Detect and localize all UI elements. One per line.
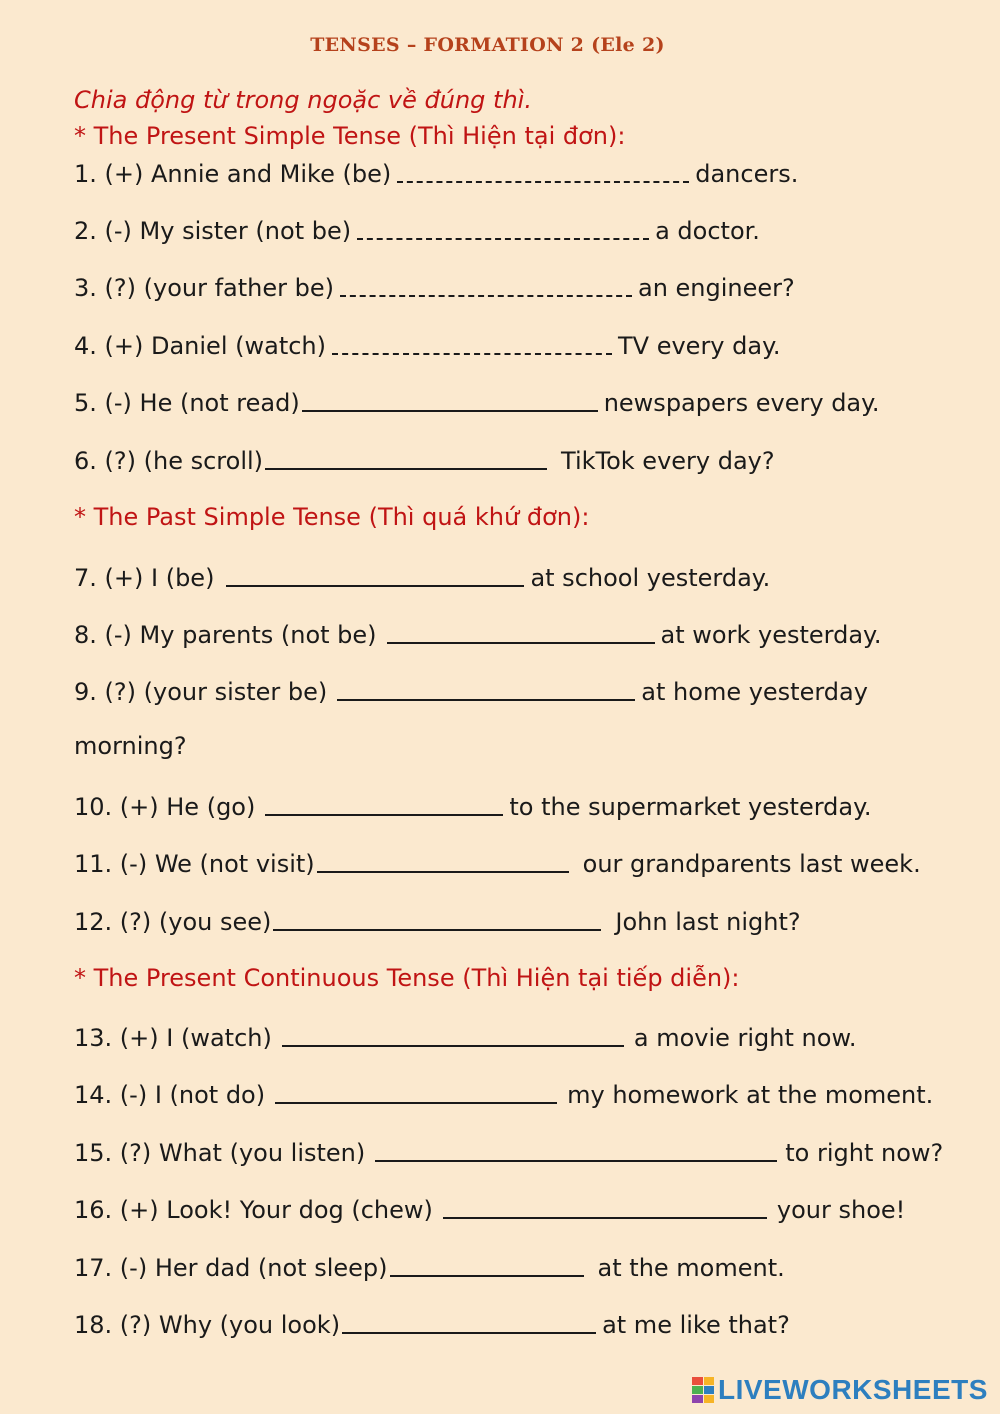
item-prompt: 13. (+) I (watch) bbox=[74, 1024, 272, 1052]
section-heading-present-simple: * The Present Simple Tense (Thì Hiện tại đơn): bbox=[74, 122, 626, 150]
item-tail: a movie right now. bbox=[633, 1024, 857, 1052]
exercise-item-7 bbox=[74, 558, 770, 592]
item-prompt: 11. (-) We (not visit) bbox=[74, 850, 315, 878]
item-tail: John last night? bbox=[615, 908, 801, 936]
exercise-item-9 bbox=[74, 672, 868, 706]
exercise-item-8 bbox=[74, 615, 881, 649]
answer-blank-9[interactable] bbox=[337, 698, 635, 701]
item-prompt: 15. (?) What (you listen) bbox=[74, 1139, 366, 1167]
logo-mark-icon bbox=[692, 1377, 714, 1403]
section-heading-present-continuous: * The Present Continuous Tense (Thì Hiện tại tiếp diễn): bbox=[74, 964, 740, 992]
item-tail: to the supermarket yesterday. bbox=[509, 793, 872, 821]
item-tail: your shoe! bbox=[776, 1196, 906, 1224]
answer-blank-2[interactable] bbox=[357, 237, 649, 240]
item-prompt: 12. (?) (you see) bbox=[74, 908, 272, 936]
item-tail: newspapers every day. bbox=[603, 389, 880, 417]
answer-blank-8[interactable] bbox=[387, 641, 655, 644]
item-tail: an engineer? bbox=[637, 274, 795, 302]
item-tail: at work yesterday. bbox=[660, 621, 882, 649]
answer-blank-15[interactable] bbox=[375, 1159, 777, 1162]
item-tail: a doctor. bbox=[655, 217, 760, 245]
item-prompt: 18. (?) Why (you look) bbox=[74, 1311, 341, 1339]
exercise-item-4 bbox=[74, 326, 781, 360]
item-prompt: 3. (?) (your father be) bbox=[74, 274, 334, 302]
item-tail: at home yesterday bbox=[641, 678, 868, 706]
answer-blank-11[interactable] bbox=[317, 870, 569, 873]
exercise-item-12 bbox=[74, 902, 801, 936]
exercise-item-5 bbox=[74, 383, 880, 417]
item-tail: at school yesterday. bbox=[530, 564, 771, 592]
exercise-item-2 bbox=[74, 211, 760, 245]
answer-blank-10[interactable] bbox=[265, 813, 503, 816]
answer-blank-18[interactable] bbox=[342, 1331, 596, 1334]
item-tail: our grandparents last week. bbox=[582, 850, 921, 878]
answer-blank-17[interactable] bbox=[390, 1274, 584, 1277]
item-tail: dancers. bbox=[695, 160, 799, 188]
answer-blank-12[interactable] bbox=[273, 928, 601, 931]
answer-blank-14[interactable] bbox=[275, 1101, 557, 1104]
exercise-item-9-continuation: morning? bbox=[74, 732, 187, 760]
item-prompt: 2. (-) My sister (not be) bbox=[74, 217, 352, 245]
logo-text: LIVEWORKSHEETS bbox=[718, 1374, 988, 1405]
item-prompt: 5. (-) He (not read) bbox=[74, 389, 300, 417]
exercise-item-13 bbox=[74, 1018, 857, 1052]
answer-blank-4[interactable] bbox=[332, 352, 612, 355]
exercise-item-1 bbox=[74, 154, 798, 188]
answer-blank-3[interactable] bbox=[340, 294, 632, 297]
liveworksheets-logo bbox=[692, 1373, 988, 1407]
item-prompt: 10. (+) He (go) bbox=[74, 793, 256, 821]
item-tail: to right now? bbox=[785, 1139, 944, 1167]
answer-blank-1[interactable] bbox=[397, 180, 689, 183]
exercise-item-18 bbox=[74, 1305, 790, 1339]
section-heading-past-simple: * The Past Simple Tense (Thì quá khứ đơn): bbox=[74, 503, 590, 531]
exercise-item-17 bbox=[74, 1248, 785, 1282]
item-tail: my homework at the moment. bbox=[567, 1081, 934, 1109]
item-tail: at me like that? bbox=[602, 1311, 790, 1339]
exercise-item-16 bbox=[74, 1190, 905, 1224]
item-prompt: 14. (-) I (not do) bbox=[74, 1081, 266, 1109]
exercise-item-14 bbox=[74, 1075, 933, 1109]
item-prompt: 16. (+) Look! Your dog (chew) bbox=[74, 1196, 433, 1224]
item-tail: TV every day. bbox=[618, 332, 781, 360]
item-tail: at the moment. bbox=[597, 1254, 785, 1282]
answer-blank-16[interactable] bbox=[443, 1216, 767, 1219]
answer-blank-13[interactable] bbox=[282, 1044, 624, 1047]
item-prompt: 6. (?) (he scroll) bbox=[74, 447, 264, 475]
exercise-item-6 bbox=[74, 441, 775, 475]
exercise-item-3 bbox=[74, 268, 795, 302]
item-prompt: 4. (+) Daniel (watch) bbox=[74, 332, 326, 360]
item-tail: TikTok every day? bbox=[561, 447, 775, 475]
answer-blank-7[interactable] bbox=[226, 584, 524, 587]
instruction-text: Chia động từ trong ngoặc về đúng thì. bbox=[74, 86, 532, 114]
item-prompt: 7. (+) I (be) bbox=[74, 564, 215, 592]
answer-blank-6[interactable] bbox=[265, 467, 547, 470]
worksheet-title: TENSES – FORMATION 2 (Ele 2) bbox=[310, 34, 665, 56]
answer-blank-5[interactable] bbox=[302, 409, 598, 412]
item-prompt: 1. (+) Annie and Mike (be) bbox=[74, 160, 392, 188]
item-prompt: 8. (-) My parents (not be) bbox=[74, 621, 377, 649]
exercise-item-15 bbox=[74, 1133, 943, 1167]
exercise-item-11 bbox=[74, 844, 921, 878]
exercise-item-10 bbox=[74, 787, 872, 821]
item-prompt: 17. (-) Her dad (not sleep) bbox=[74, 1254, 388, 1282]
item-prompt: 9. (?) (your sister be) bbox=[74, 678, 328, 706]
